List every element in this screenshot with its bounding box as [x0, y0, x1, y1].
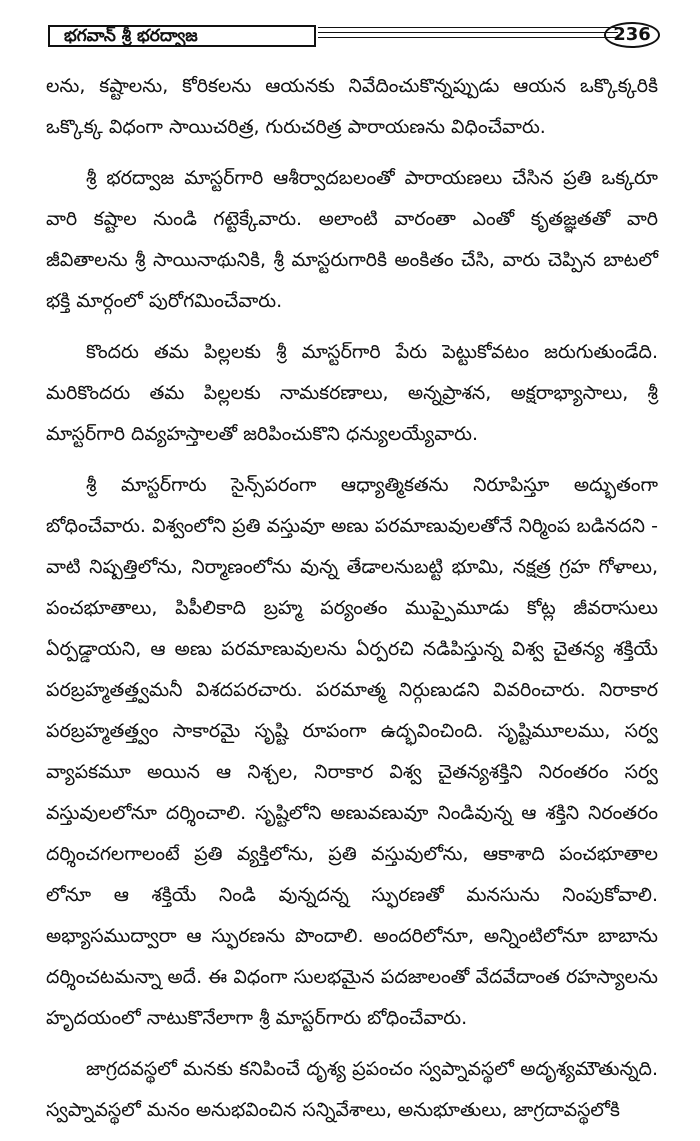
page-header	[48, 22, 660, 52]
paragraph-4: శ్రీ మాస్టర్‌గారు సైన్స్‌పరంగా ఆధ్యాత్మికతను నిరూపిస్తూ అద్భుతంగా బోధించేవారు. విశ్వంలోని ప్రతి వస్తువూ అణు పరమాణువులతోనే నిర్మింప బడినదని - వాటి నిష్పత్తిలోను, నిర్మాణంలోను వున్న తేడాలనుబట్టి భూమి, నక్షత్ర గ్రహ గోళాలు, పంచభూతాలు, పిపీలికాది బ్రహ్మ పర్యంతం ముప్పైమూడు కోట్ల జీవరాసులు ఏర్పడ్డాయని, ఆ అణు పరమాణువులను ఏర్పరచి నడిపిస్తున్న విశ్వ చైతన్య శక్తియే పరబ్రహ్మతత్త్వమనీ విశదపరచారు. పరమాత్మ నిర్గుణుడని వివరించారు. నిరాకార పరబ్రహ్మతత్త్వం సాకారమై సృష్టి రూపంగా ఉద్భవించింది. సృష్టిమూలము, సర్వ వ్యాపకమూ అయిన ఆ నిశ్చల, నిరాకార విశ్వ చైతన్యశక్తిని నిరంతరం సర్వ వస్తువులలోనూ దర్శించాలి. సృష్టిలోని అణువణువూ నిండివున్న ఆ శక్తిని నిరంతరం దర్శించగలగాలంటే ప్రతి వ్యక్తిలోను, ప్రతి వస్తువులోను, ఆకాశాది పంచభూతాల లోనూ ఆ శక్తియే నిండి వున్నదన్న స్ఫురణతో మనసును నింపుకోవాలి. అభ్యాసముద్వారా ఆ స్ఫురణను పొందాలి. అందరిలోనూ, అన్నింటిలోనూ బాబాను దర్శించటమన్నా అదే. ఈ విధంగా సులభమైన పదజాలంతో వేదవేదాంత రహస్యాలను హృదయంలో నాటుకొనేలాగా శ్రీ మాస్టర్‌గారు బోధించేవారు.	[46, 474, 658, 1029]
page-body	[46, 66, 658, 1141]
header-rule-lines	[318, 27, 618, 45]
page-number: 236	[604, 22, 660, 48]
paragraph-5: జాగ్రదవస్థలో మనకు కనిపించే దృశ్య ప్రపంచం స్వప్నావస్థలో అదృశ్యమౌతున్నది. స్వప్నావస్థలో మనం అనుభవించిన సన్నివేశాలు, అనుభూతులు, జాగ్రదావస్థలోకి	[46, 1058, 658, 1121]
paragraph-1: లను, కష్టాలను, కోరికలను ఆయనకు నివేదించుకొన్నప్పుడు ఆయన ఒక్కొక్కరికి ఒక్కొక్క విధంగా సాయిచరిత్ర, గురుచరిత్ర పారాయణను విధించేవారు.	[46, 75, 658, 138]
paragraph-2: శ్రీ భరద్వాజ మాస్టర్‌గారి ఆశీర్వాదబలంతో పారాయణలు చేసిన ప్రతి ఒక్కరూ వారి కష్టాల నుండి గట్టెక్కేవారు. అలాంటి వారంతా ఎంతో కృతజ్ఞతతో వారి జీవితాలను శ్రీ సాయినాథునికి, శ్రీ మాస్టరుగారికి అంకితం చేసి, వారు చెప్పిన బాటలో భక్తి మార్గంలో పురోగమించేవారు.	[46, 167, 658, 312]
paragraph-3: కొందరు తమ పిల్లలకు శ్రీ మాస్టర్‌గారి పేరు పెట్టుకోవటం జరుగుతుండేది. మరికొందరు తమ పిల్లలకు నామకరణాలు, అన్నప్రాశన, అక్షరాభ్యాసాలు, శ్రీ మాస్టర్‌గారి దివ్యహస్తాలతో జరిపించుకొని ధన్యులయ్యేవారు.	[46, 341, 658, 445]
running-title: భగవాన్ శ్రీ భరద్వాజ	[48, 25, 316, 47]
